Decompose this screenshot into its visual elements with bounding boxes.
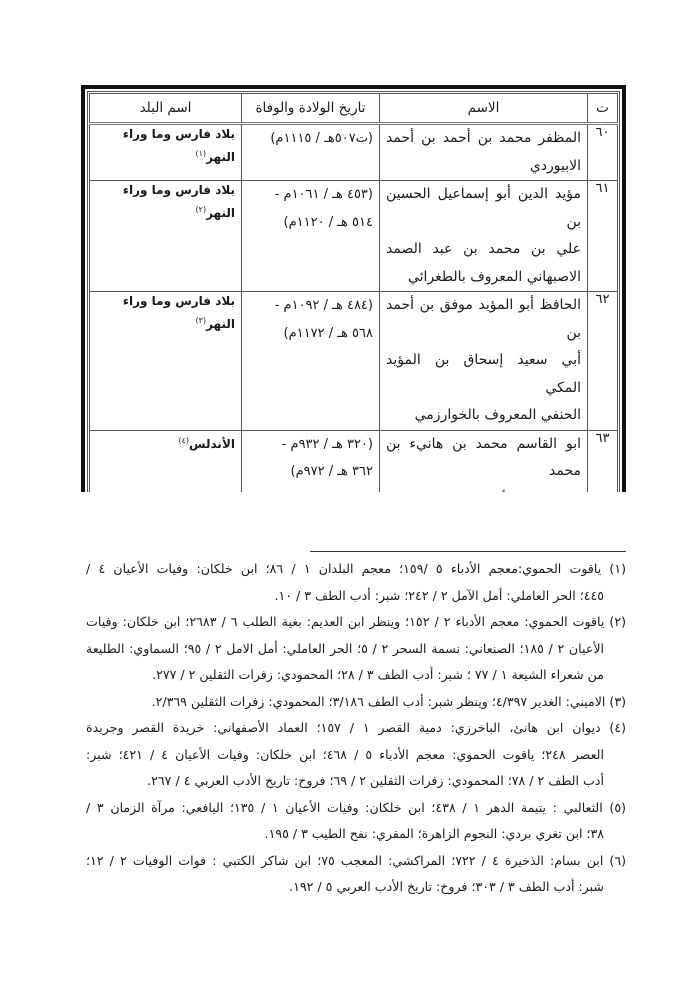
footnote-line: (٢) ياقوت الحموي: معجم الأدباء ٢ / ١٥٢؛ وينظر ابن العديم: بغية الطلب ٦ / ٢٦٨٣؛ ابن خلكان: وفيات bbox=[86, 614, 626, 629]
table-row bbox=[90, 181, 618, 292]
table-row bbox=[90, 124, 618, 181]
biography-table bbox=[89, 93, 618, 492]
footnote bbox=[86, 795, 626, 848]
footnote-line: ٤٤٥؛ الحر العاملي: أمل الآمل ٢ / ٢٤٢؛ شبر: أدب الطف ٣ / ١٠. bbox=[274, 587, 604, 603]
row-number: ٦١ bbox=[588, 181, 618, 292]
date-line: ٥١٤ هـ / ١١٢٠م) bbox=[283, 214, 373, 230]
place-line: النهر$^{(١)}$ bbox=[195, 149, 235, 164]
place-line: بلاد فارس وما وراء bbox=[122, 294, 235, 308]
place-line: النهر$^{(٣)}$ bbox=[195, 316, 235, 331]
person-name bbox=[380, 430, 588, 492]
country-name bbox=[90, 124, 242, 181]
person-name bbox=[380, 181, 588, 292]
country-name bbox=[90, 430, 242, 492]
row-number: ٦٠ bbox=[588, 124, 618, 181]
name-line: أبي سعيد إسحاق بن المؤيد المكي bbox=[386, 352, 581, 396]
birth-death-dates bbox=[242, 181, 380, 292]
row-number: ٦٢ bbox=[588, 292, 618, 431]
header-dates: تاريخ الولادة والوفاة bbox=[242, 94, 380, 124]
date-line: (٣٢٠ هـ / ٩٣٢م - bbox=[281, 436, 373, 452]
date-line: (٤٨٤ هـ / ١٠٩٢م - bbox=[274, 298, 373, 313]
birth-death-dates bbox=[242, 292, 380, 431]
name-line: الحافظ أبو المؤيد موفق بن أحمد بن bbox=[386, 297, 581, 341]
footnote-reference[interactable]: (٣) bbox=[195, 316, 207, 325]
date-line: (ت٥٠٧هـ / ١١١٥م) bbox=[270, 131, 373, 146]
name-line: مؤيد الدين أبو إسماعيل الحسين بن bbox=[386, 186, 581, 230]
footnote bbox=[86, 689, 626, 716]
table-body bbox=[90, 124, 618, 493]
name-line: الحنفي المعروف بالخوارزمي bbox=[414, 407, 581, 423]
name-line bbox=[386, 486, 581, 493]
footnote-line: شبر: أدب الطف ٣ / ٣٠٣؛ فروخ: تاريخ الأدب العربي ٥ / ١٩٢. bbox=[289, 879, 604, 894]
place-line: النهر$^{(٢)}$ bbox=[195, 205, 235, 220]
footnote-line: (٣) الاميني: الغدير ٤/٣٩٧؛ وينظر شبر: أدب الطف ٣/١٨٦؛ المحمودي: زفرات الثقلين ٢/٣٦٩. bbox=[151, 693, 626, 709]
place-line: الأندلس$^{(٤)}$ bbox=[178, 435, 235, 451]
footnote bbox=[86, 848, 626, 901]
footnote bbox=[86, 715, 626, 795]
table-row bbox=[90, 292, 618, 431]
person-name bbox=[380, 124, 588, 181]
place-line: بلاد فارس وما وراء bbox=[122, 183, 235, 197]
name-line: الاصبهاني المعروف بالطغرائي bbox=[407, 268, 581, 285]
row-number: ٦٣ bbox=[588, 430, 618, 492]
footnote-line: من شعراء الشيعة ١ / ٧٧ ؛ شبر: أدب الطف ٣ / ٢٨؛ المحمودي: زفرات الثقلين ٢ / ٢٧٧. bbox=[152, 667, 604, 682]
birth-death-dates bbox=[242, 124, 380, 181]
footnote-line: الأعيان ٢ / ١٨٥؛ الصنعاني: نسمة السحر ٢ / ٥؛ الحر العاملي: أمل الامل ٢ / ٩٥؛ السماوي: الطليعة bbox=[86, 640, 605, 656]
country-name bbox=[90, 292, 242, 431]
footnote-line: (٤) ديوان ابن هانئ، الباخرزي: دمية القصر ١ / ١٥٧؛ العماد الأصفهاني: خريدة القصر وجريدة bbox=[86, 720, 627, 735]
person-name bbox=[380, 292, 588, 431]
date-line: ٣٦٢ هـ / ٩٧٢م) bbox=[290, 464, 373, 479]
date-line: ٥٦٨ هـ / ١١٧٢م) bbox=[283, 325, 373, 341]
header-num: ت bbox=[588, 94, 618, 124]
footnote bbox=[86, 609, 626, 689]
name-line: علي بن محمد بن عبد الصمد bbox=[386, 241, 581, 257]
footnote-line: ٣٨؛ ابن تغري بردي: النجوم الزاهرة؛ المقري: نفح الطيب ٣ / ١٩٥. bbox=[264, 826, 604, 841]
footnote-line: أدب الطف ٢ / ٧٨؛ المحمودي: زفرات الثقلين ٢ / ٦٩؛ فروخ: تاريخ الأدب العربي ٤ / ٢٦٧. bbox=[147, 773, 604, 788]
footnotes bbox=[86, 556, 626, 901]
table-row bbox=[90, 430, 618, 492]
biography-table-frame bbox=[81, 85, 626, 492]
footnote-reference[interactable]: (١) bbox=[195, 149, 207, 158]
table-header-row bbox=[90, 94, 618, 124]
footnote-line: (١) ياقوت الحموي:معجم الأدباء ٥ /١٥٩؛ معجم البلدان ١ / ٨٦؛ ابن خلكان: وفيات الأعيان ٤ / bbox=[86, 561, 626, 576]
country-name bbox=[90, 181, 242, 292]
header-place: اسم البلد bbox=[90, 94, 242, 124]
footnote-reference[interactable]: (٤) bbox=[178, 435, 190, 445]
birth-death-dates bbox=[242, 430, 380, 492]
footnote-separator bbox=[310, 551, 626, 552]
footnote-reference[interactable]: (٢) bbox=[195, 205, 207, 214]
name-line: الابيوردي bbox=[529, 157, 581, 174]
place-line: بلاد فارس وما وراء bbox=[122, 127, 235, 141]
name-line: المظفر محمد بن أحمد بن أحمد bbox=[386, 130, 581, 146]
footnote-line: (٦) ابن بسام: الذخيرة ٤ / ٧٢٢؛ المراكشي: المعجب ٧٥؛ ابن شاكر الكتبي : فوات الوفيات ٢ / ١٢؛ bbox=[86, 852, 627, 868]
footnote-line: العصر ٢٤٨؛ ياقوت الحموي: معجم الأدباء ٥ / ٤٦٨؛ ابن خلكان: وفيات الأعيان ٤ / ٤٢١؛ شبر: bbox=[86, 746, 605, 762]
date-line: (٤٥٣ هـ / ١٠٦١م - bbox=[274, 187, 373, 202]
footnote bbox=[86, 556, 626, 609]
name-line: ابو القاسم محمد بن هانيء بن محمد bbox=[386, 435, 581, 479]
footnote-line: (٥) الثعالبي : يتيمة الدهر ١ / ٤٣٨؛ ابن خلكان: وفيات الأعيان ١ / ١٣٥؛ اليافعي: مرآة الزمان ٣ / bbox=[86, 799, 627, 815]
header-name: الاسم bbox=[380, 94, 588, 124]
